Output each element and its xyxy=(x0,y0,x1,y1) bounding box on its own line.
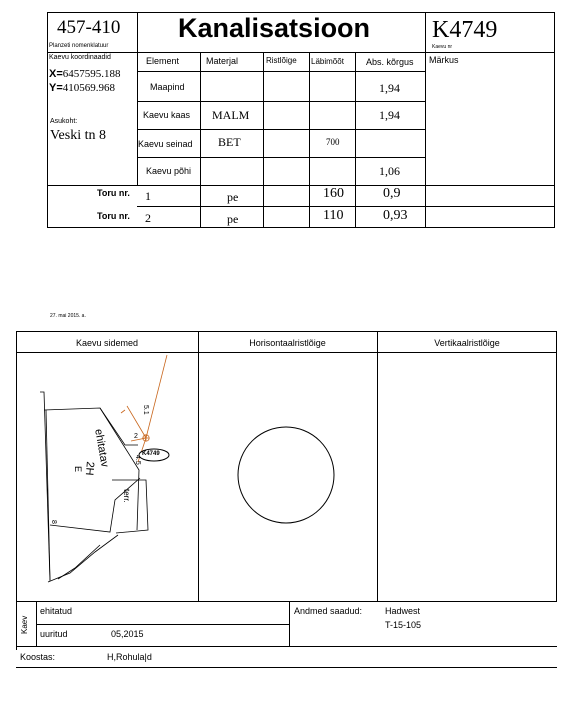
site-sketch xyxy=(40,392,148,582)
col-vertical: Vertikaalristlõige xyxy=(434,338,500,348)
pipe-diameter: 160 xyxy=(323,186,344,201)
header-cross-section: Ristlõige xyxy=(266,56,297,65)
header-abs-height: Abs. kõrgus xyxy=(366,57,414,67)
pipe-diameter: 110 xyxy=(323,208,344,223)
well-circle xyxy=(238,427,334,523)
row-element: Kaevu põhi xyxy=(146,166,192,176)
date-stamp: 27. mai 2015. a. xyxy=(50,313,86,319)
pipe-height: 0,93 xyxy=(383,208,408,223)
pipe-height: 0,9 xyxy=(383,186,401,201)
row-abs-height: 1,94 xyxy=(379,81,400,95)
col-horizontal: Horisontaalristlõige xyxy=(249,338,326,348)
x-label: X= xyxy=(49,68,63,80)
plan-number: 457-410 xyxy=(57,17,121,38)
pipe-label: Toru nr. xyxy=(97,211,130,221)
x-value: 6457595.188 xyxy=(62,68,121,80)
row-diameter: 700 xyxy=(326,137,340,147)
side-label: Kaev xyxy=(20,615,29,634)
location-value: Veski tn 8 xyxy=(50,128,106,143)
well-tag: K4749 xyxy=(142,451,160,457)
well-id-caption: Kaevu nr xyxy=(432,44,453,50)
surveyed-date: 05,2015 xyxy=(111,629,144,639)
page-title: Kanalisatsioon xyxy=(178,13,371,43)
building-label: 2H xyxy=(82,460,96,477)
header-diameter: Läbimõõt xyxy=(311,57,344,66)
header-element: Element xyxy=(146,56,180,66)
built-label: ehitatud xyxy=(40,606,73,616)
well-id: K4749 xyxy=(432,17,498,43)
row-material: BET xyxy=(218,135,241,149)
author-name: H,Rohula|d xyxy=(107,652,152,662)
coordinate-x xyxy=(49,68,121,80)
header-notes: Märkus xyxy=(429,55,459,65)
pipe-number: 2 xyxy=(145,211,151,225)
header-material: Materjal xyxy=(206,56,239,66)
pipe-label: Toru nr. xyxy=(97,188,130,198)
row-element: Maapind xyxy=(150,82,185,92)
row-material: MALM xyxy=(212,108,250,122)
surveyed-label: uuritud xyxy=(40,629,68,639)
coordinates-caption: Kaevu koordinaadid xyxy=(49,54,111,61)
data-from-value: Hadwest xyxy=(385,606,421,616)
pipe-material: pe xyxy=(227,190,239,204)
plan-number-caption: Planzeti nomenklatuur xyxy=(49,43,109,49)
author-label: Koostas: xyxy=(20,652,56,662)
y-label: Y= xyxy=(49,82,63,94)
row-abs-height: 1,06 xyxy=(379,164,400,178)
street-label: ehitatav xyxy=(92,428,111,469)
dim-label: 4.5 xyxy=(134,455,141,465)
row-element: Kaevu kaas xyxy=(143,110,191,120)
dim-label: 5.1 xyxy=(142,405,149,415)
y-value: 410569.968 xyxy=(62,82,116,94)
coordinate-y xyxy=(49,82,115,94)
col-connections: Kaevu sidemed xyxy=(75,338,139,348)
pipe-number: 1 xyxy=(145,189,151,203)
terrace-label: terr. xyxy=(122,489,131,503)
pipe-material: pe xyxy=(227,212,239,226)
location-caption: Asukoht: xyxy=(50,118,78,125)
building-letter: E xyxy=(73,466,83,473)
dim-label: 2 xyxy=(134,433,138,440)
row-element: Kaevu seinad xyxy=(138,139,193,149)
data-from-label: Andmed saadud: xyxy=(294,606,363,616)
row-abs-height: 1,94 xyxy=(379,108,400,122)
dim-label: 8 xyxy=(50,520,57,524)
data-from-ref: T-15-105 xyxy=(385,620,422,630)
